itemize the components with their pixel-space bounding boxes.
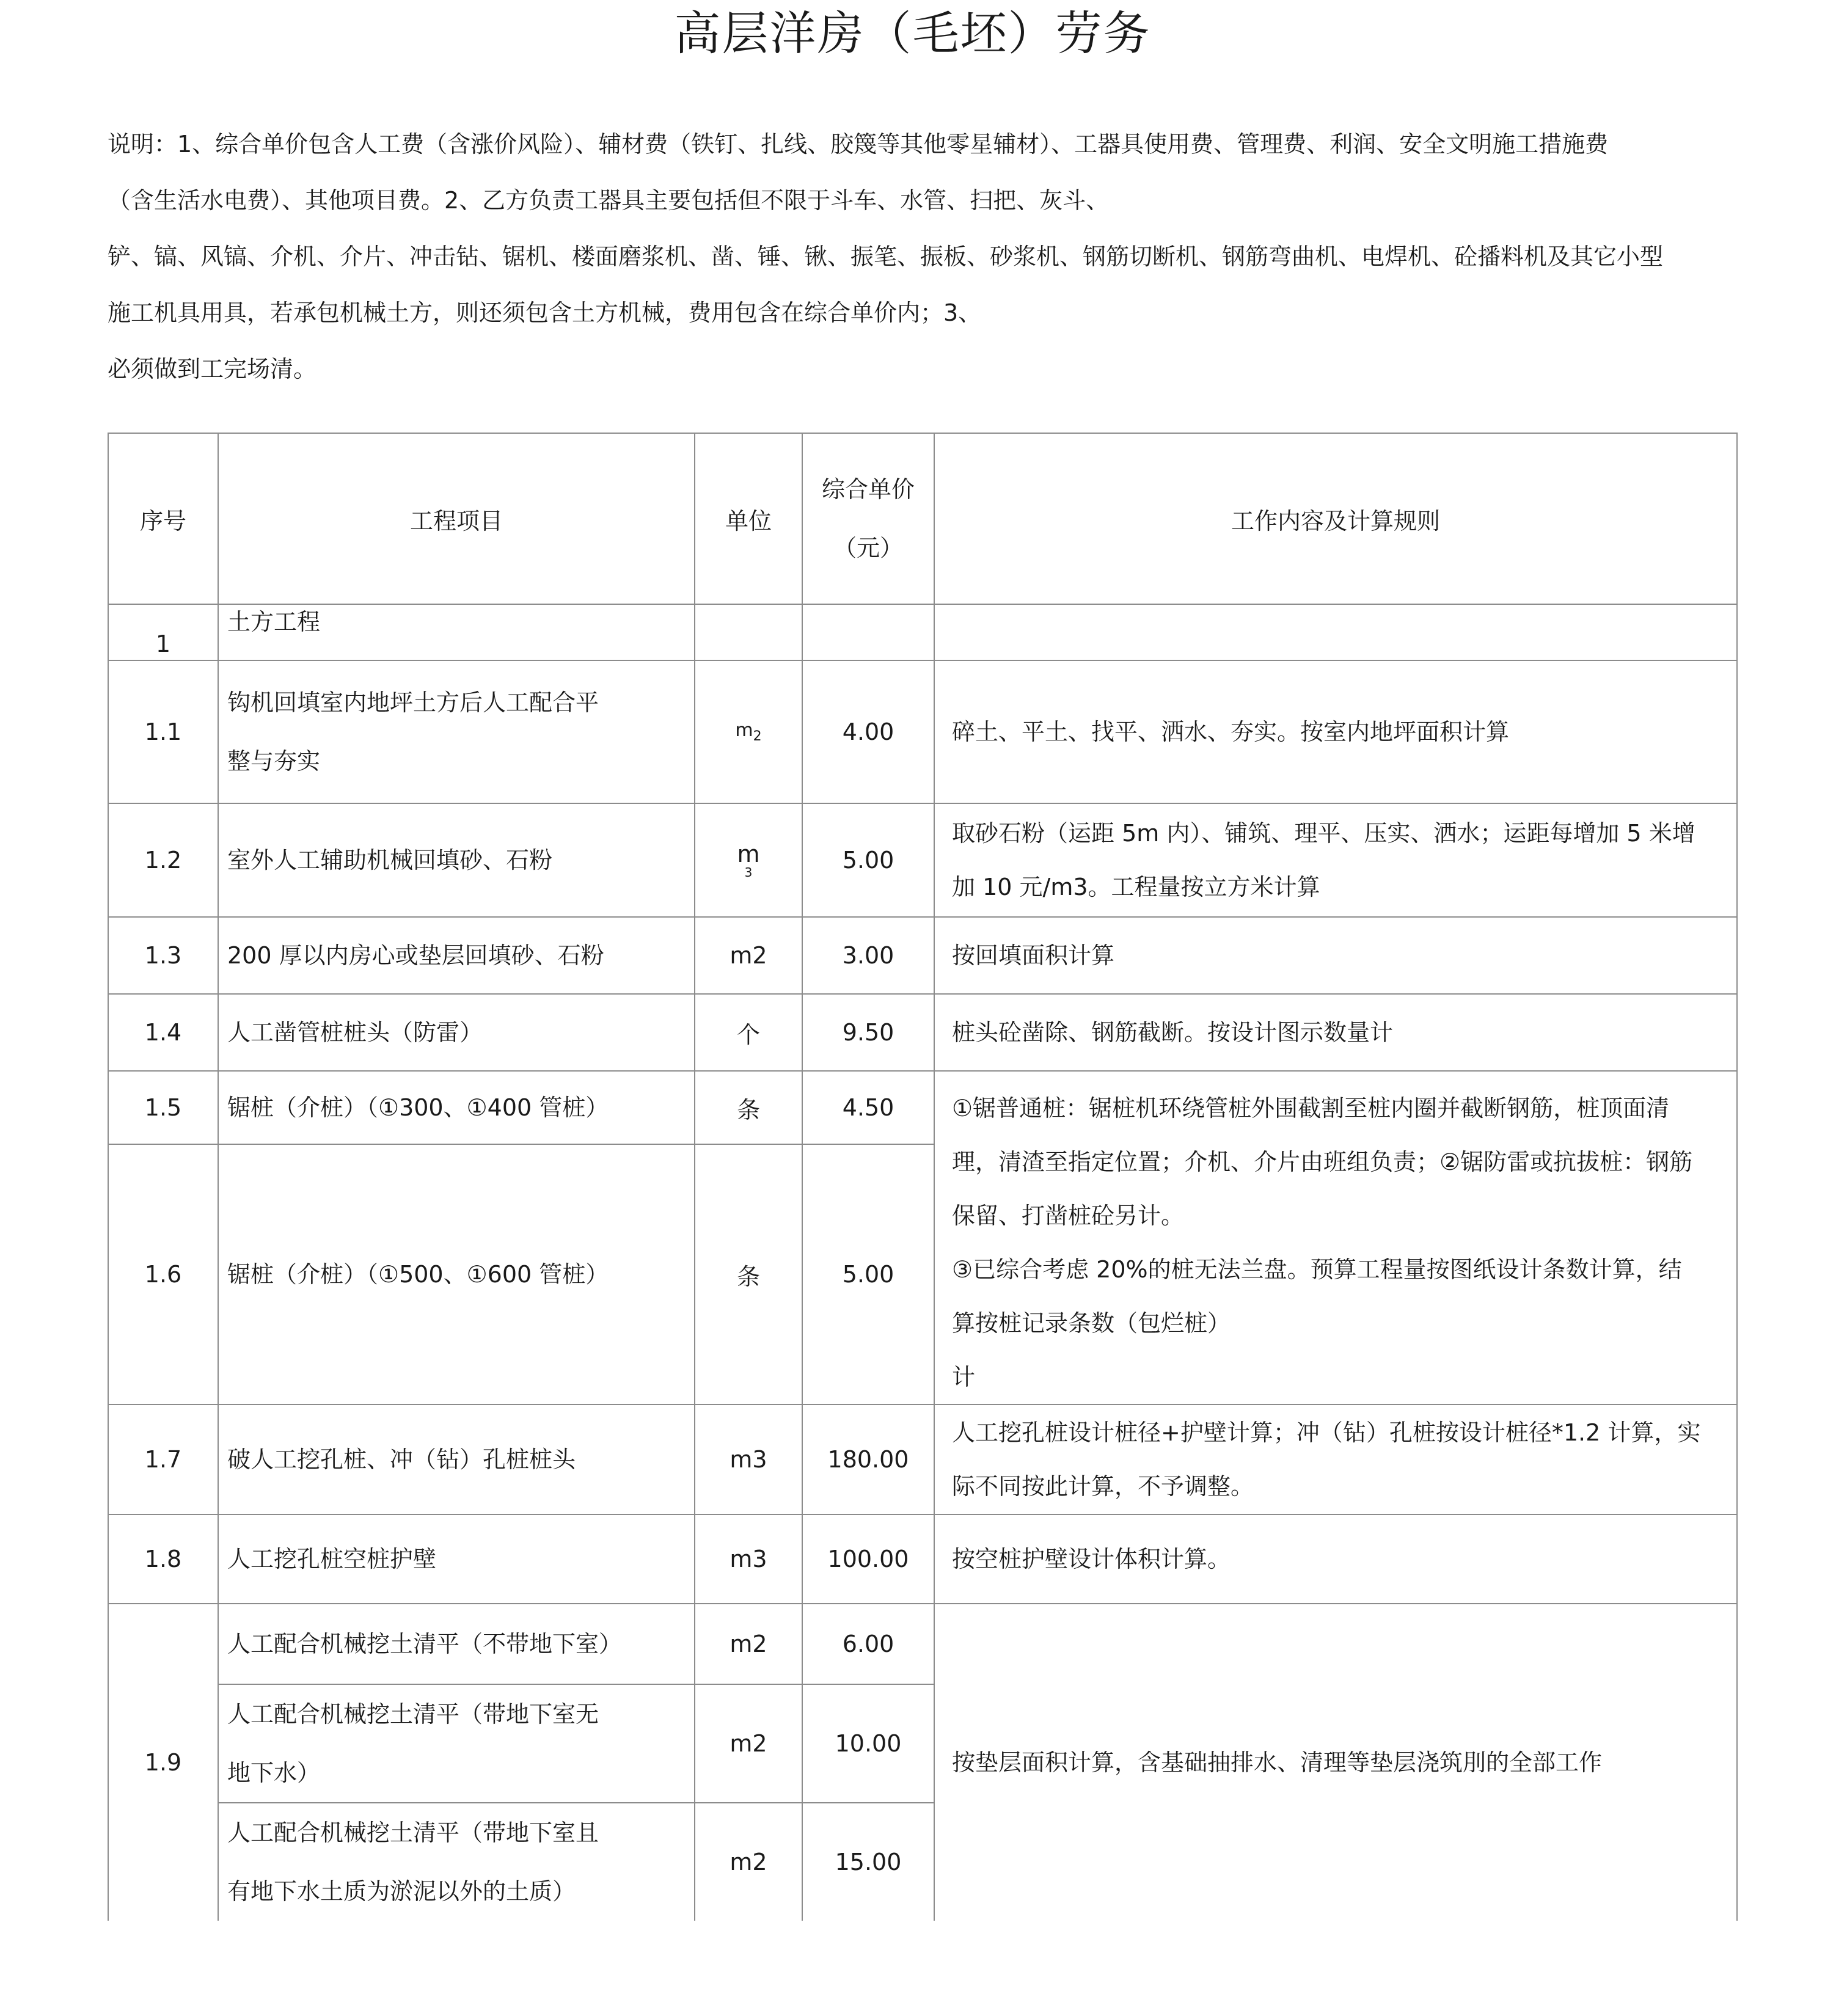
labor-price-table [108, 433, 1738, 1921]
header-price [802, 433, 934, 604]
row-num: 1.2 [108, 803, 218, 917]
row-desc-line: 加 10 元/m3。工程量按立方米计算 [952, 874, 1320, 900]
table-row [108, 1404, 1737, 1514]
row-item-line: 整与夯实 [227, 748, 321, 775]
row-price: 9.50 [802, 994, 934, 1071]
unit-base: m [737, 841, 760, 867]
table-row [108, 604, 1737, 660]
row-num: 1.8 [108, 1514, 218, 1604]
row-num: 1.5 [108, 1071, 218, 1144]
row-desc-line: 理，清渣至指定位置；介机、介片由班组负责；②锯防雷或抗拔桩：钢筋 [952, 1149, 1693, 1175]
note-line: 铲、镐、风镐、介机、介片、冲击钻、锯机、楼面磨浆机、凿、锤、锹、振笔、振板、砂浆机、钢筋切断机、钢筋弯曲机、电焊机、砼播料机及其它小型 [108, 243, 1664, 270]
row-item: 土方工程 [218, 604, 695, 660]
row-item: 人工挖孔桩空桩护壁 [218, 1514, 695, 1604]
note-line: 必须做到工完场清。 [108, 356, 317, 382]
row-item [218, 660, 695, 803]
page-title: 高层洋房（毛坯）劳务 [674, 6, 1151, 60]
header-num: 序号 [108, 433, 218, 604]
row-desc: 按垫层面积计算，含基础抽排水、清理等垫层浇筑刖的全部工作 [934, 1604, 1737, 1921]
row-price [802, 604, 934, 660]
row-item: 室外人工辅助机械回填砂、石粉 [218, 803, 695, 917]
row-item: 人工配合机械挖土清平（不带地下室） [218, 1604, 695, 1684]
row-unit [695, 604, 802, 660]
row-desc: 按空桩护壁设计体积计算。 [934, 1514, 1737, 1604]
row-price: 6.00 [802, 1604, 934, 1684]
row-desc-line: 人工挖孔桩设计桩径+护壁计算；冲（钻）孔桩按设计桩径*1.2 计算，实 [952, 1419, 1701, 1446]
table-row [108, 660, 1737, 803]
table-row [108, 917, 1737, 994]
row-unit: m2 [695, 1803, 802, 1921]
row-price: 4.00 [802, 660, 934, 803]
row-item: 锯桩（介桩）（①500、①600 管桩） [218, 1144, 695, 1404]
row-unit: m3 [695, 1514, 802, 1604]
row-item-line: 有地下水土质为淤泥以外的土质） [227, 1878, 576, 1905]
row-desc-line: ①锯普通桩：锯桩机环绕管桩外围截割至桩内圈并截断钢筋，桩顶面清 [952, 1095, 1670, 1122]
row-desc: 桩头砼凿除、钢筋截断。按设计图示数量计 [934, 994, 1737, 1071]
row-unit: m2 [695, 1684, 802, 1803]
row-desc [934, 1404, 1737, 1514]
row-desc-line: 际不同按此计算，不予调整。 [952, 1473, 1254, 1500]
table-row [108, 1604, 1737, 1684]
header-unit: 单位 [695, 433, 802, 604]
row-item-line: 人工配合机械挖土清平（带地下室无 [227, 1701, 599, 1728]
row-item-line: 人工配合机械挖土清平（带地下室且 [227, 1819, 599, 1846]
note-line: （含生活水电费）、其他项目费。2、乙方负责工器具主要包括但不限于斗车、水管、扫把、灰斗、 [108, 187, 1110, 214]
row-item [218, 1803, 695, 1921]
unit-superscript: 2 [753, 729, 762, 744]
header-price-line1: 综合单价 [821, 476, 915, 503]
row-desc-line: 计 [952, 1364, 976, 1390]
row-price: 10.00 [802, 1684, 934, 1803]
table-row [108, 994, 1737, 1071]
row-item: 锯桩（介桩）（①300、①400 管桩） [218, 1071, 695, 1144]
unit-subscript: 3 [744, 865, 753, 880]
table-row [108, 1514, 1737, 1604]
row-price: 180.00 [802, 1404, 934, 1514]
header-price-line2: （元） [833, 535, 903, 561]
header-item: 工程项目 [218, 433, 695, 604]
row-desc-line: 取砂石粉（运距 5m 内）、铺筑、理平、压实、洒水；运距每增加 5 米增 [952, 820, 1695, 847]
row-item [218, 1684, 695, 1803]
row-unit: m2 [695, 1604, 802, 1684]
table-row [108, 1071, 1737, 1144]
row-num: 1.3 [108, 917, 218, 994]
row-item: 人工凿管桩桩头（防雷） [218, 994, 695, 1071]
row-desc-line: 算按桩记录条数（包烂桩） [952, 1310, 1231, 1337]
row-unit: 条 [695, 1144, 802, 1404]
row-num: 1.9 [108, 1604, 218, 1921]
row-price: 15.00 [802, 1803, 934, 1921]
row-item: 200 厚以内房心或垫层回填砂、石粉 [218, 917, 695, 994]
row-unit [695, 660, 802, 803]
table-header-row [108, 433, 1737, 604]
row-item-line: 地下水） [227, 1759, 321, 1786]
table-row [108, 803, 1737, 917]
row-price: 5.00 [802, 1144, 934, 1404]
row-item: 破人工挖孔桩、冲（钻）孔桩桩头 [218, 1404, 695, 1514]
row-desc-line: ③已综合考虑 20%的桩无法兰盘。预算工程量按图纸设计条数计算，结 [952, 1256, 1682, 1283]
row-desc [934, 803, 1737, 917]
row-unit [695, 803, 802, 917]
row-num: 1.1 [108, 660, 218, 803]
row-desc-line: 保留、打凿桩砼另计。 [952, 1202, 1185, 1229]
row-desc: 按回填面积计算 [934, 917, 1737, 994]
row-num: 1.7 [108, 1404, 218, 1514]
row-num: 1 [108, 604, 218, 660]
row-unit: 条 [695, 1071, 802, 1144]
row-desc [934, 604, 1737, 660]
notes-block [108, 116, 1757, 397]
row-desc [934, 1071, 1737, 1404]
row-num: 1.6 [108, 1144, 218, 1404]
row-unit: m3 [695, 1404, 802, 1514]
note-line: 施工机具用具，若承包机械土方，则还须包含土方机械，费用包含在综合单价内；3、 [108, 299, 982, 326]
row-price: 5.00 [802, 803, 934, 917]
unit-base: m [735, 720, 753, 741]
note-line: 说明：1、综合单价包含人工费（含涨价风险）、辅材费（铁钉、扎线、胶篾等其他零星辅材）、工器具使用费、管理费、利润、安全文明施工措施费 [108, 131, 1609, 158]
row-unit: 个 [695, 994, 802, 1071]
row-price: 100.00 [802, 1514, 934, 1604]
row-num: 1.4 [108, 994, 218, 1071]
row-desc: 碎土、平土、找平、洒水、夯实。按室内地坪面积计算 [934, 660, 1737, 803]
row-item-line: 钩机回填室内地坪土方后人工配合平 [227, 689, 599, 716]
row-price: 3.00 [802, 917, 934, 994]
header-desc: 工作内容及计算规则 [934, 433, 1737, 604]
row-unit: m2 [695, 917, 802, 994]
row-price: 4.50 [802, 1071, 934, 1144]
